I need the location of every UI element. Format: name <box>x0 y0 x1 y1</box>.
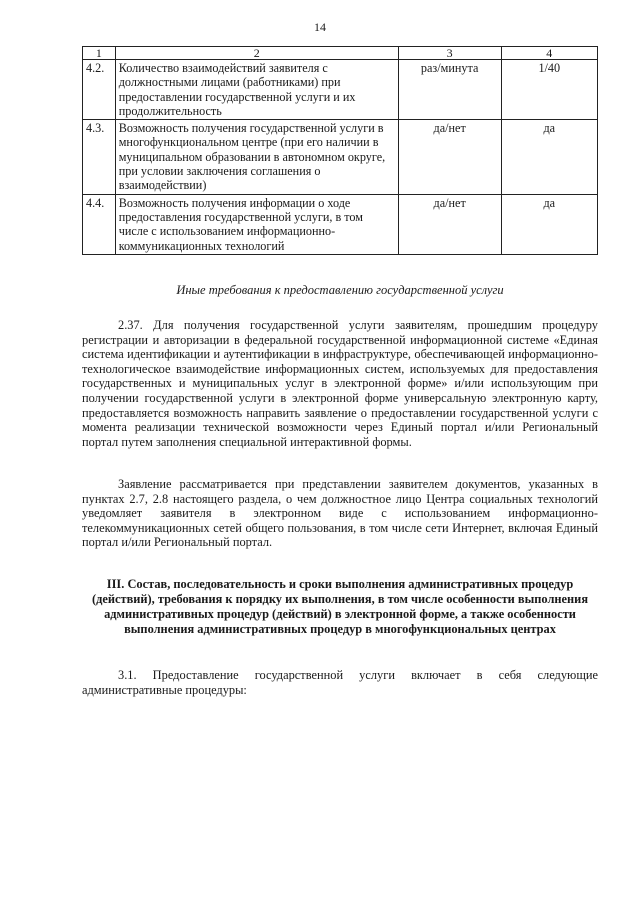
row-number: 4.3. <box>83 120 116 194</box>
section-heading: III. Состав, последовательность и сроки выполнения административных процедур (действий), требования к порядку их выполнения, в том числе особенности выполнения административных процедур (действий) в электронной форме, а также особенности выполнения административных процедур в многофункциональных центрах <box>91 577 589 636</box>
row-text: Количество взаимодействий заявителя с должностными лицами (работниками) при предоставлении государственной услуги и их продолжительность <box>115 60 398 120</box>
row-value: 1/40 <box>501 60 597 120</box>
table-header-cell: 2 <box>115 47 398 60</box>
table-header-cell: 3 <box>398 47 501 60</box>
table-row <box>83 194 598 254</box>
row-text: Возможность получения информации о ходе предоставления государственной услуги, в том числе с использованием информационно-коммуникационных технологий <box>115 194 398 254</box>
row-value: да <box>501 120 597 194</box>
table-row <box>83 120 598 194</box>
row-unit: да/нет <box>398 120 501 194</box>
paragraph-3-1: 3.1. Предоставление государственной услуги включает в себя следующие административные процедуры: <box>82 668 598 697</box>
table-header-cell: 1 <box>83 47 116 60</box>
row-number: 4.4. <box>83 194 116 254</box>
row-value: да <box>501 194 597 254</box>
row-unit: раз/минута <box>398 60 501 120</box>
table-row <box>83 60 598 120</box>
requirements-table <box>82 46 598 255</box>
row-unit: да/нет <box>398 194 501 254</box>
row-text: Возможность получения государственной услуги в многофункциональном центре (при его наличии в муниципальном образовании в автономном округе, при условии заключения соглашения о взаимодействии) <box>115 120 398 194</box>
paragraph-application-review: Заявление рассматривается при представлении заявителем документов, указанных в пунктах 2.7, 2.8 настоящего раздела, о чем должностное лицо Центра социальных технологий уведомляет заявителя в электронном виде с использованием информационно-телекоммуникационных сетей общего пользования, в том числе сети Интернет, включая Единый портал и/или Региональный портал. <box>82 477 598 550</box>
table-header-cell: 4 <box>501 47 597 60</box>
row-number: 4.2. <box>83 60 116 120</box>
page-number: 14 <box>314 20 326 34</box>
subheading: Иные требования к предоставлению государственной услуги <box>176 283 504 297</box>
table-header-row <box>83 47 598 60</box>
paragraph-2-37: 2.37. Для получения государственной услуги заявителям, прошедшим процедуру регистрации и авторизации в федеральной государственной информационной системе «Единая система идентификации и аутентификации в инфраструктуре, обеспечивающей информационно-технологическое взаимодействие информационных систем, используемых для предоставления государственных и муниципальных услуг в электронной форме» и/или использующим при получении государственной услуги в электронной форме универсальную электронную карту, предоставляется возможность направить заявление о предоставлении государственной услуги с момента реализации технической возможности через Единый портал и/или Региональный портал путем заполнения специальной интерактивной формы. <box>82 318 598 449</box>
